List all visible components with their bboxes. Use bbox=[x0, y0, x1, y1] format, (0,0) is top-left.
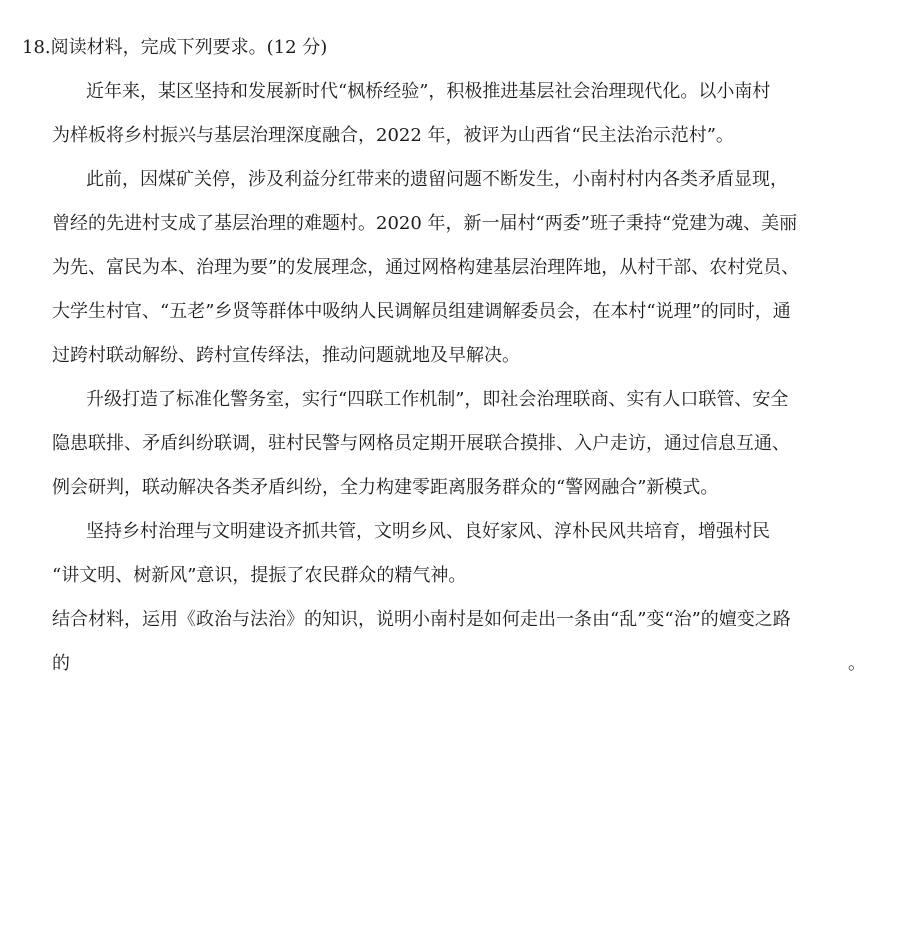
question-prompt bbox=[22, 598, 872, 686]
paragraph-line: 曾经的先进村支成了基层治理的难题村。2020 年，新一届村“两委”班子秉持“党建为魂、美丽 bbox=[52, 213, 798, 234]
paragraph-1 bbox=[22, 70, 872, 158]
prompt-period: 。 bbox=[848, 653, 866, 674]
paragraph-line: 此前，因煤矿关停，涉及利益分红带来的遗留问题不断发生，小南村村内各类矛盾显现， bbox=[86, 169, 788, 190]
paragraph-line: 为样板将乡村振兴与基层治理深度融合，2022 年，被评为山西省“民主法治示范村”。 bbox=[52, 125, 734, 146]
paragraph-line: 隐患联排、矛盾纠纷联调，驻村民警与网格员定期开展联合摸排、入户走访，通过信息互通、 bbox=[52, 433, 790, 454]
prompt-line-end bbox=[22, 642, 872, 686]
paragraph-line: 坚持乡村治理与文明建设齐抓共管，文明乡风、良好家风、淳朴民风共培育，增强村民 bbox=[86, 521, 770, 542]
paragraph-line: “讲文明、树新风”意识，提振了农民群众的精气神。 bbox=[52, 565, 467, 586]
paragraph-line: 例会研判，联动解决各类矛盾纠纷，全力构建零距离服务群众的“警网融合”新模式。 bbox=[52, 477, 719, 498]
prompt-line: 结合材料，运用《政治与法治》的知识，说明小南村是如何走出一条由“乱”变“治”的嬗变之路 bbox=[52, 609, 791, 630]
question-title: 18.阅读材料，完成下列要求。(12 分) bbox=[22, 37, 328, 58]
paragraph-line: 大学生村官、“五老”乡贤等群体中吸纳人民调解员组建调解委员会，在本村“说理”的同时，通 bbox=[52, 301, 791, 322]
paragraph-4 bbox=[22, 510, 872, 598]
paragraph-2 bbox=[22, 158, 872, 378]
paragraph-line: 近年来，某区坚持和发展新时代“枫桥经验”，积极推进基层社会治理现代化。以小南村 bbox=[86, 81, 771, 102]
question-18 bbox=[22, 26, 872, 686]
paragraph-line: 升级打造了标准化警务室，实行“四联工作机制”，即社会治理联商、实有人口联管、安全 bbox=[86, 389, 789, 410]
paragraph-3 bbox=[22, 378, 872, 510]
prompt-line-text: 的 bbox=[52, 653, 70, 674]
paragraph-line: 为先、富民为本、治理为要”的发展理念，通过网格构建基层治理阵地，从村干部、农村党员、 bbox=[52, 257, 800, 278]
paragraph-line: 过跨村联动解纷、跨村宣传绎法，推动问题就地及早解决。 bbox=[52, 345, 520, 366]
